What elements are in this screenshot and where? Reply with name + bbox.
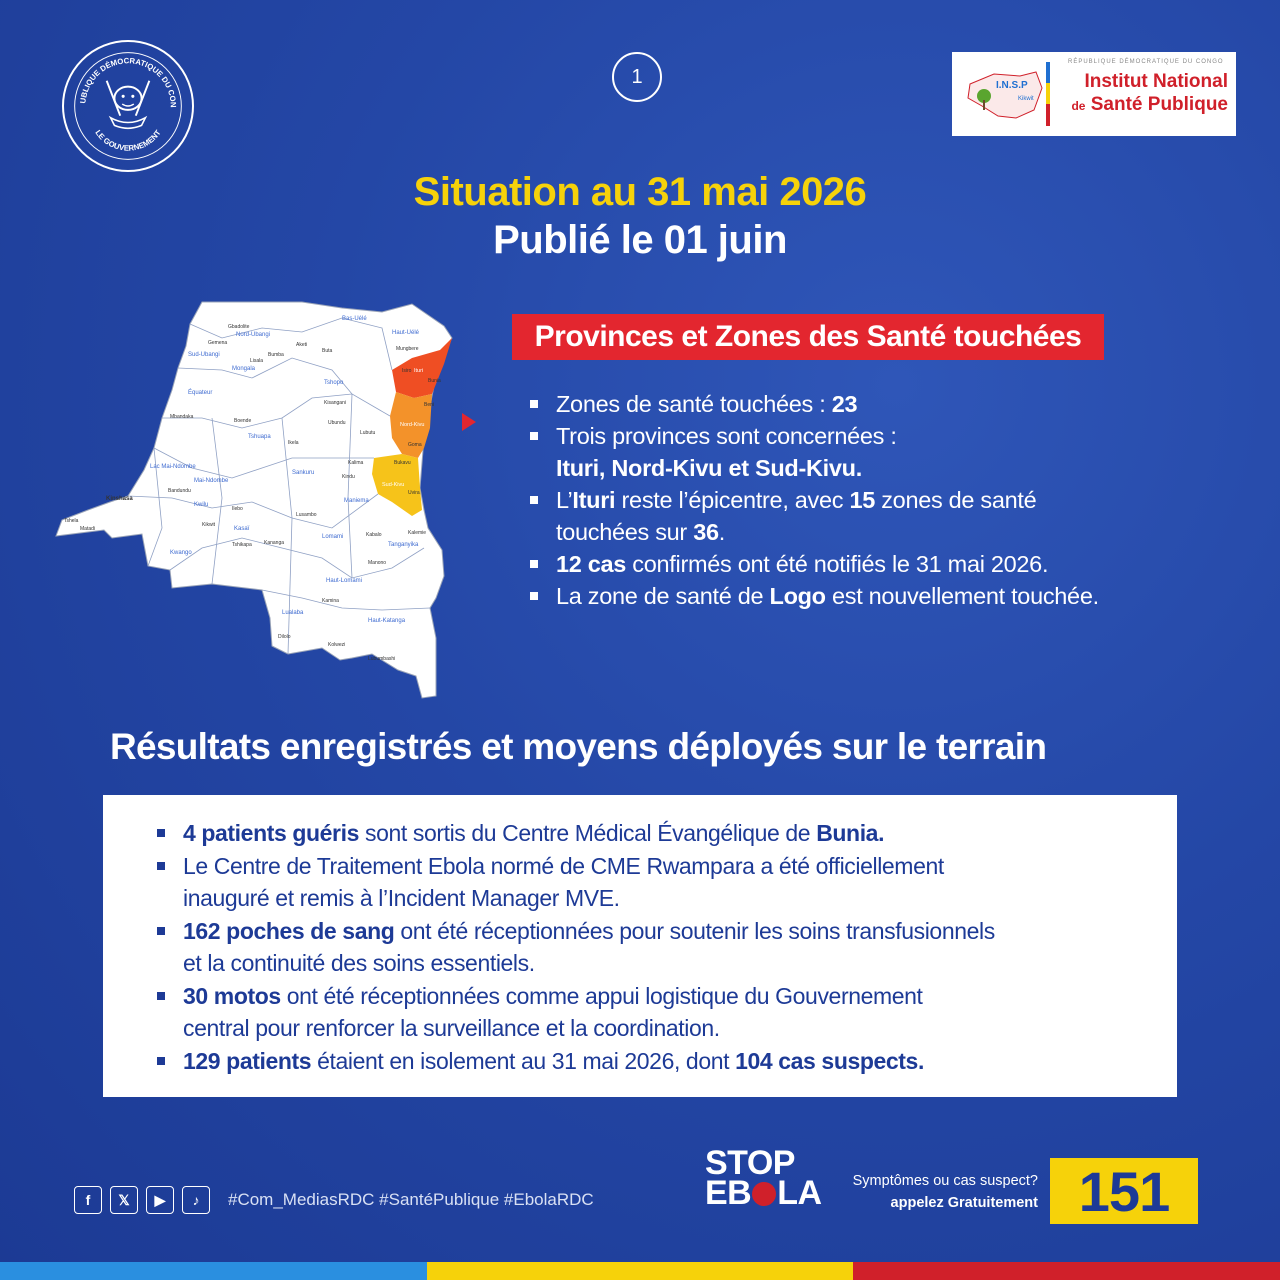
insp-name [1018,70,1228,118]
list-item: 129 patients étaient en isolement au 31 mai 2026, dont 104 cas suspects. [155,1045,1147,1078]
page-subtitle: Publié le 01 juin [493,218,787,262]
insp-line1: Institut National [1084,71,1228,92]
list-item-continuation: Ituri, Nord-Kivu et Sud-Kivu. [556,455,862,481]
svg-text:RÉPUBLIQUE DÉMOCRATIQUE DU CON [64,42,178,108]
map-label: Lualaba [282,610,304,616]
map-city: Boende [234,418,252,424]
map-city: Aketi [296,342,308,348]
map-city: Kolwezi [328,642,346,648]
map-city: Kabalo [366,532,382,538]
page-number: 1 [612,52,662,102]
list-item: Le Centre de Traitement Ebola normé de CME Rwampara a été officiellement inauguré et remis à l’Incident Manager MVE. [155,850,1147,915]
government-seal [62,40,194,172]
svg-text:LE GOUVERNEMENT [93,128,162,153]
map-city: Manono [368,560,387,566]
hotline-number: 151 [1050,1158,1198,1224]
map-city: Beni [424,402,435,408]
map-label: Lac Mai-Ndombe [150,464,196,470]
hashtags: #Com_MediasRDC #SantéPublique #EbolaRDC [228,1190,594,1209]
list-item: 12 cas confirmés ont été notifiés le 31 mai 2026. [528,548,1188,580]
list-item: 30 motos ont été réceptionnées comme appui logistique du Gouvernement central pour renforcer la surveillance et la coordination. [155,980,1147,1045]
map-label: Nord-Kivu [400,422,425,428]
map-label: Haut-Lomami [326,578,363,584]
insp-sub: Kikwit [1018,96,1034,102]
map-label: Équateur [188,390,213,396]
map-city: Bukavu [394,460,411,466]
list-item: La zone de santé de Logo est nouvellement touchée. [528,580,1188,612]
map-city: Ikela [288,440,299,446]
map-city: Buta [322,348,333,354]
stop-line2-a: EB [705,1174,752,1212]
facebook-icon[interactable]: f [74,1186,102,1214]
pointer-arrow-icon [462,413,476,431]
map-city: Lubutu [360,430,376,436]
results-box [103,795,1177,1097]
results-title: Résultats enregistrés et moyens déployés sur le terrain [110,726,1047,767]
map-label: Haut-Uélé [392,330,420,336]
insp-acronym: I.N.S.P [996,80,1028,91]
insp-line2-prefix: de [1071,99,1086,113]
map-label: Tanganyika [388,542,419,548]
map-label: Ituri [414,368,424,374]
map-city: Lubumbashi [368,656,396,662]
stop-line2-b: LA [777,1174,822,1212]
map-city: Tshela [64,518,79,524]
flag-stripe [0,1262,1280,1280]
map-city: Uvira [408,490,420,496]
map-label: Sud-Ubangi [188,352,220,358]
map-city: Ilebo [232,506,243,512]
list-item: Zones de santé touchées : 23 [528,388,1188,420]
map-city: Mungbere [396,346,419,352]
map-label: Kinshasa [106,496,133,502]
map-label: Haut-Katanga [368,618,406,624]
map-city: Kalima [348,460,364,466]
map-city: Kamina [322,598,339,604]
map-city: Ubundu [328,420,346,426]
map-city: Bumba [268,352,284,358]
list-item: Trois provinces sont concernées : [528,420,1188,452]
map-label: Mongala [232,366,256,372]
map-label: Kwilu [194,502,209,508]
map-city: Gbadolite [228,324,250,330]
map-city: Kisangani [324,400,346,406]
map-city: Kindu [342,474,355,480]
map-label: Mai-Ndombe [194,478,229,484]
list-item: 162 poches de sang ont été réceptionnées pour soutenir les soins transfusionnels et la continuité des soins essentiels. [155,915,1147,980]
insp-country: RÉPUBLIQUE DÉMOCRATIQUE DU CONGO [1068,59,1224,65]
page-title: Situation au 31 mai 2026 [413,170,867,214]
seal-top-text: UBLIQUE DÉMOCRATIQUE DU CON [78,56,178,108]
map-city: Bandundu [168,488,191,494]
map-label: Bas-Uélé [342,316,367,322]
virus-icon [752,1182,776,1206]
hotline-text [848,1170,1038,1214]
list-item: L’Ituri reste l’épicentre, avec 15 zones de santé [528,484,1188,516]
list-item: 4 patients guéris sont sortis du Centre Médical Évangélique de Bunia. [155,817,1147,850]
map-label: Tshopo [324,380,344,386]
insp-line2: Santé Publique [1090,94,1228,115]
help-line1: Symptômes ou cas suspect? [852,1173,1038,1189]
map-city: Dilolo [278,634,291,640]
map-city: Goma [408,442,422,448]
x-icon[interactable]: 𝕏 [110,1186,138,1214]
stop-ebola-logo [705,1144,822,1212]
provinces-heading: Provinces et Zones des Santé touchées [512,314,1104,360]
drc-map [52,298,472,708]
map-city: Isiro [402,368,412,374]
map-city: Kikwit [202,522,216,528]
youtube-icon[interactable]: ▶ [146,1186,174,1214]
stop-line1: STOP [705,1144,795,1182]
map-city: Tshikapa [232,542,252,548]
map-label: Nord-Ubangi [236,332,271,338]
help-line2: appelez Gratuitement [890,1195,1038,1211]
provinces-list [528,388,1188,612]
map-label: Tshuapa [248,434,271,440]
map-city: Kalemie [408,530,427,536]
tiktok-icon[interactable]: ♪ [182,1186,210,1214]
map-city: Gemena [208,340,228,346]
map-city: Kananga [264,540,285,546]
list-item-continuation: touchées sur 36. [556,519,725,545]
map-city: Matadi [80,526,96,532]
map-label: Kwango [170,550,192,556]
seal-emblem-icon [64,42,192,170]
map-city: Lusambo [296,512,317,518]
insp-logo [952,52,1236,136]
map-city: Bunia [428,378,441,384]
social-links [74,1186,210,1214]
seal-bottom-text: LE GOUVERNEMENT [93,128,163,153]
map-city: Mbandaka [170,414,194,420]
map-label: Kasaï [234,526,250,532]
map-label: Maniema [344,498,369,504]
map-label: Lomami [322,534,344,540]
map-label: Sud-Kivu [382,482,405,488]
map-city: Lisala [250,358,264,364]
map-label: Sankuru [292,470,315,476]
